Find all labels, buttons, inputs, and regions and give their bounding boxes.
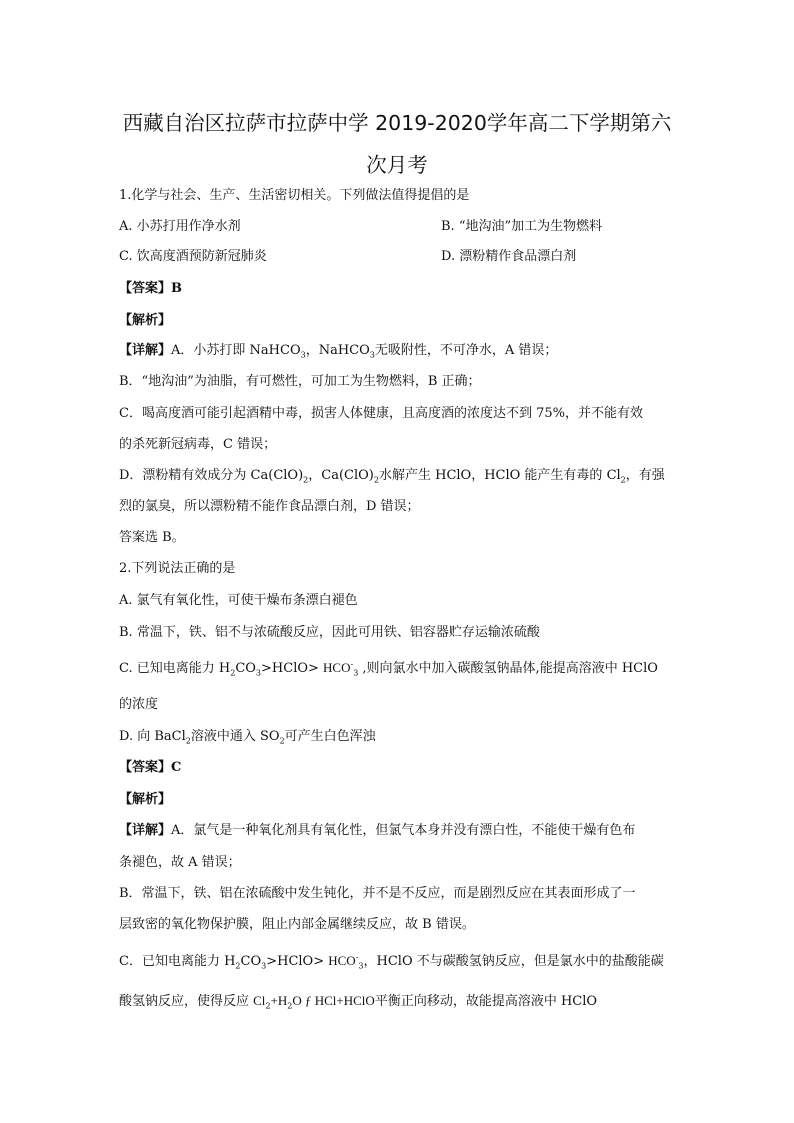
q1-detail-a: 【详解】A．小苏打即 NaHCO$_3$，NaHCO$_3$无吸附性，不可净水，A 错误； <box>119 343 558 360</box>
q1-analysis-label: 【解析】 <box>119 313 172 328</box>
q1-conclusion: 答案选 B。 <box>119 530 185 545</box>
q2-detail-b2: 层致密的氧化物保护膜，阻止内部金属继续反应，故 B 错误。 <box>119 917 475 932</box>
q2-option-c1: C. 已知电离能力 $H_2CO_3>HClO> HCO^-_3$ ,则向氯水中加入碳酸氢钠晶体,能提高溶液中 HClO <box>119 659 658 678</box>
q2-detail-c2: 酸氢钠反应，使得反应 $Cl_2+H_2O$ ƒ HCl+HClO平衡正向移动，故能提高溶液中 HClO <box>119 993 598 1011</box>
q2-analysis-label: 【解析】 <box>119 792 172 807</box>
document-title-line1: 西藏自治区拉萨市拉萨中学 2019-2020学年高二下学期第六 <box>122 111 672 135</box>
q1-detail-c2: 的杀死新冠病毒，C 错误； <box>119 437 277 452</box>
document-title-line2: 次月考 <box>366 153 428 177</box>
q2-option-c2: 的浓度 <box>119 697 159 712</box>
q1-stem: 1.化学与社会、生产、生活密切相关。下列做法值得提倡的是 <box>119 188 470 203</box>
q1-option-b: B. “地沟油”加工为生物燃料 <box>441 219 603 234</box>
q1-option-a: A. 小苏打用作净水剂 <box>119 219 241 234</box>
q2-option-d: D. 向 BaCl$_2$溶液中通入 $SO_2$可产生白色浑浊 <box>119 729 376 746</box>
q1-option-c: C. 饮高度酒预防新冠肺炎 <box>119 249 267 264</box>
q1-detail-b: B．“地沟油”为油脂，有可燃性，可加工为生物燃料，B 正确； <box>119 374 481 389</box>
q1-detail-label: 【详解】 <box>119 343 172 358</box>
q1-answer: 【答案】B <box>119 281 182 296</box>
q2-detail-b1: B．常温下，铁、铝在浓硫酸中发生钝化，并不是不反应，而是剧烈反应在其表面形成了一 <box>119 886 636 901</box>
q1-detail-c1: C．喝高度酒可能引起酒精中毒，损害人体健康，且高度酒的浓度达不到 75%，并不能有效 <box>119 406 643 421</box>
q2-option-b: B. 常温下，铁、铝不与浓硫酸反应，因此可用铁、铝容器贮存运输浓硫酸 <box>119 625 540 640</box>
q2-detail-c1: C．已知电离能力 $H_2CO_3>HClO> HCO^-_3$，HClO 不与碳酸氢钠反应，但是氯水中的盐酸能碳 <box>119 952 664 971</box>
q2-answer: 【答案】C <box>119 760 182 775</box>
q2-detail-a2: 条褪色，故 A 错误； <box>119 855 241 870</box>
q1-detail-d1: D．漂粉精有效成分为 $Ca(ClO)_2$，$Ca(ClO)_2$水解产生 HClO，HClO 能产生有毒的 $Cl_2$，有强 <box>119 468 665 485</box>
q1-detail-d2: 烈的氯臭，所以漂粉精不能作食品漂白剂，D 错误； <box>119 499 420 514</box>
q1-option-d: D. 漂粉精作食品漂白剂 <box>441 249 577 264</box>
q2-option-a: A. 氯气有氧化性，可使干燥布条漂白褪色 <box>119 593 358 608</box>
q2-detail-a1: 【详解】A．氯气是一种氧化剂具有氧化性，但氯气本身并没有漂白性，不能使干燥有色布 <box>119 823 636 838</box>
q2-detail-label: 【详解】 <box>119 823 172 838</box>
q2-stem: 2.下列说法正确的是 <box>119 561 236 576</box>
